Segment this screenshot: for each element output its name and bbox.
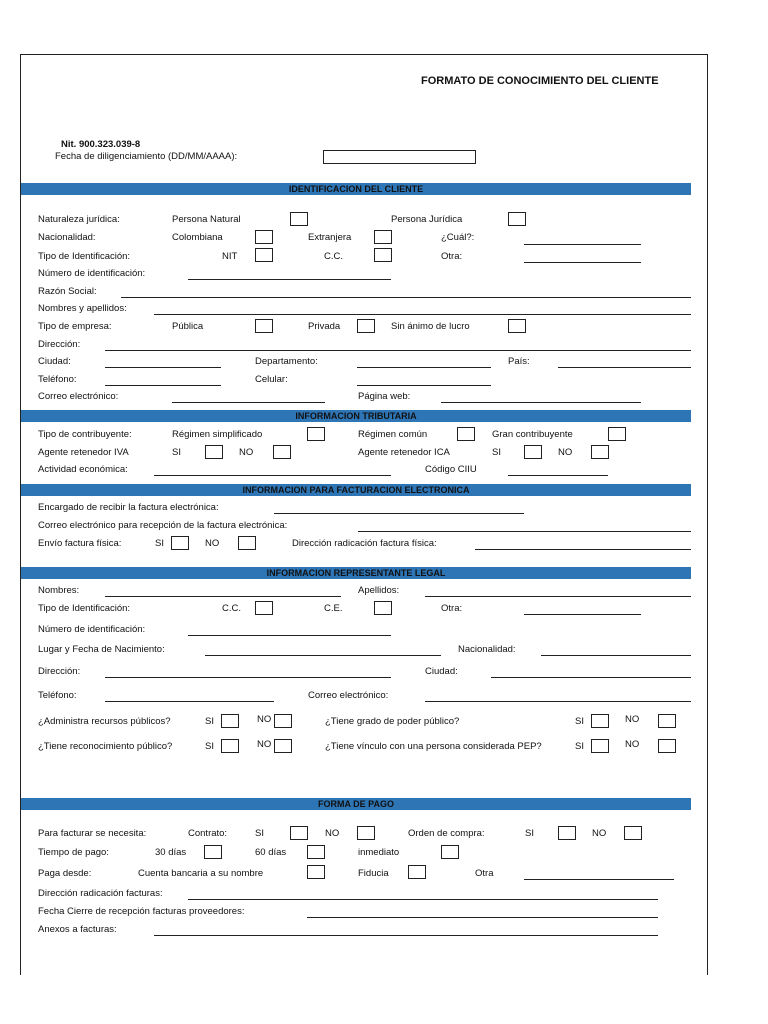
- poder-no-checkbox[interactable]: [658, 714, 676, 728]
- recursos-si-label: SI: [205, 716, 214, 727]
- fecha-input[interactable]: [323, 150, 476, 164]
- rep-direccion-field[interactable]: [105, 677, 391, 678]
- rep-otra-label: Otra:: [441, 603, 463, 614]
- recursos-no-checkbox[interactable]: [274, 714, 292, 728]
- rep-apellidos-field[interactable]: [425, 596, 691, 597]
- nit-option-label: NIT: [222, 251, 238, 262]
- correo-fact-field[interactable]: [358, 531, 691, 532]
- actividad-label: Actividad económica:: [38, 464, 128, 475]
- section-tributaria: INFORMACION TRIBUTARIA: [21, 410, 691, 422]
- reconocimiento-no-label: NO: [257, 739, 272, 750]
- nombres-apellidos-field[interactable]: [154, 314, 691, 315]
- fiducia-label: Fiducia: [358, 868, 389, 879]
- form-title: FORMATO DE CONOCIMIENTO DEL CLIENTE: [421, 75, 659, 87]
- vinculo-pep-label: ¿Tiene vínculo con una persona considerada PEP?: [325, 741, 542, 752]
- fecha-cierre-field[interactable]: [307, 917, 658, 918]
- pep-no-label: NO: [625, 739, 640, 750]
- encargado-label: Encargado de recibir la factura electrónica:: [38, 502, 219, 513]
- ciudad-label: Ciudad:: [38, 356, 71, 367]
- naturaleza-label: Naturaleza jurídica:: [38, 214, 120, 225]
- ica-no-label: NO: [558, 447, 573, 458]
- celular-field[interactable]: [357, 385, 491, 386]
- sin-animo-checkbox[interactable]: [508, 319, 526, 333]
- iva-no-checkbox[interactable]: [273, 445, 291, 459]
- inmediato-checkbox[interactable]: [441, 845, 459, 859]
- rep-nombres-label: Nombres:: [38, 585, 80, 596]
- anexos-label: Anexos a facturas:: [38, 924, 117, 935]
- cuenta-checkbox[interactable]: [307, 865, 325, 879]
- pep-si-label: SI: [575, 741, 584, 752]
- telefono-label: Teléfono:: [38, 374, 77, 385]
- rep-cc-label: C.C.: [222, 603, 241, 614]
- tipo-empresa-label: Tipo de empresa:: [38, 321, 112, 332]
- section-identificacion: IDENTIFICACION DEL CLIENTE: [21, 183, 691, 195]
- para-facturar-label: Para facturar se necesita:: [38, 828, 147, 839]
- direccion-field[interactable]: [105, 350, 691, 351]
- otra-pago-field[interactable]: [524, 879, 674, 880]
- poder-publico-label: ¿Tiene grado de poder público?: [325, 716, 460, 727]
- persona-natural-label: Persona Natural: [172, 214, 241, 225]
- rep-telefono-field[interactable]: [105, 701, 274, 702]
- pais-field[interactable]: [558, 367, 691, 368]
- pagina-web-label: Página web:: [358, 391, 411, 402]
- rep-nacionalidad-label: Nacionalidad:: [458, 644, 516, 655]
- contrato-no-checkbox[interactable]: [357, 826, 375, 840]
- rep-ce-checkbox[interactable]: [374, 601, 392, 615]
- rep-correo-label: Correo electrónico:: [308, 690, 389, 701]
- correo-field[interactable]: [172, 402, 325, 403]
- contrato-no-label: NO: [325, 828, 340, 839]
- ciiu-field[interactable]: [508, 475, 608, 476]
- poder-no-label: NO: [625, 714, 640, 725]
- publica-checkbox[interactable]: [255, 319, 273, 333]
- nit-label: Nit. 900.323.039-8: [61, 139, 141, 150]
- iva-si-checkbox[interactable]: [205, 445, 223, 459]
- rep-otra-field[interactable]: [524, 614, 641, 615]
- actividad-field[interactable]: [154, 475, 391, 476]
- rep-nombres-field[interactable]: [105, 596, 341, 597]
- pagina-web-field[interactable]: [441, 402, 641, 403]
- fecha-label: Fecha de diligenciamiento (DD/MM/AAAA):: [55, 151, 238, 162]
- iva-si-label: SI: [172, 447, 181, 458]
- anexos-field[interactable]: [154, 935, 658, 936]
- rep-cc-checkbox[interactable]: [255, 601, 273, 615]
- extranjera-label: Extranjera: [308, 232, 352, 243]
- pep-si-checkbox[interactable]: [591, 739, 609, 753]
- regimen-comun-checkbox[interactable]: [457, 427, 475, 441]
- correo-fact-label: Correo electrónico para recepción de la factura electrónica:: [38, 520, 288, 531]
- sin-animo-label: Sin ánimo de lucro: [391, 321, 470, 332]
- telefono-field[interactable]: [105, 385, 221, 386]
- rep-ce-label: C.E.: [324, 603, 343, 614]
- orden-si-checkbox[interactable]: [558, 826, 576, 840]
- recursos-no-label: NO: [257, 714, 272, 725]
- departamento-field[interactable]: [357, 367, 491, 368]
- rep-numero-id-field[interactable]: [188, 635, 391, 636]
- ica-no-checkbox[interactable]: [591, 445, 609, 459]
- fiducia-checkbox[interactable]: [408, 865, 426, 879]
- otra-label: Otra:: [441, 251, 463, 262]
- rep-direccion-label: Dirección:: [38, 666, 81, 677]
- cual-field[interactable]: [524, 244, 641, 245]
- persona-juridica-checkbox[interactable]: [508, 212, 526, 226]
- direccion-rad-label: Dirección radicación facturas:: [38, 888, 163, 899]
- persona-natural-checkbox[interactable]: [290, 212, 308, 226]
- regimen-simplificado-checkbox[interactable]: [307, 427, 325, 441]
- d60-checkbox[interactable]: [307, 845, 325, 859]
- rep-ciudad-field[interactable]: [491, 677, 691, 678]
- gran-contribuyente-checkbox[interactable]: [608, 427, 626, 441]
- lugar-fecha-label: Lugar y Fecha de Nacimiento:: [38, 644, 165, 655]
- reconocimiento-label: ¿Tiene reconocimiento público?: [38, 741, 173, 752]
- direccion-rad-fisica-field[interactable]: [475, 549, 691, 550]
- reconocimiento-no-checkbox[interactable]: [274, 739, 292, 753]
- fecha-cierre-label: Fecha Cierre de recepción facturas proveedores:: [38, 906, 245, 917]
- recursos-publicos-label: ¿Administra recursos públicos?: [38, 716, 171, 727]
- d30-label: 30 días: [155, 847, 187, 858]
- ciiu-label: Código CIIU: [425, 464, 477, 475]
- numero-id-field[interactable]: [188, 279, 391, 280]
- cc-checkbox[interactable]: [374, 248, 392, 262]
- envio-no-checkbox[interactable]: [238, 536, 256, 550]
- ciudad-field[interactable]: [105, 367, 221, 368]
- privada-label: Privada: [308, 321, 341, 332]
- nit-checkbox[interactable]: [255, 248, 273, 262]
- poder-si-checkbox[interactable]: [591, 714, 609, 728]
- rep-nacionalidad-field[interactable]: [541, 655, 691, 656]
- direccion-rad-field[interactable]: [188, 899, 658, 900]
- privada-checkbox[interactable]: [357, 319, 375, 333]
- nombres-apellidos-label: Nombres y apellidos:: [38, 303, 127, 314]
- paga-desde-label: Paga desde:: [38, 868, 92, 879]
- section-facturacion: INFORMACION PARA FACTURACION ELECTRONICA: [21, 484, 691, 496]
- section-representante: INFORMACION REPRESENTANTE LEGAL: [21, 567, 691, 579]
- tiempo-pago-label: Tiempo de pago:: [38, 847, 109, 858]
- orden-no-label: NO: [592, 828, 607, 839]
- extranjera-checkbox[interactable]: [374, 230, 392, 244]
- envio-si-label: SI: [155, 538, 164, 549]
- orden-compra-label: Orden de compra:: [408, 828, 485, 839]
- envio-si-checkbox[interactable]: [171, 536, 189, 550]
- reconocimiento-si-label: SI: [205, 741, 214, 752]
- rep-apellidos-label: Apellidos:: [358, 585, 400, 596]
- section-pago: FORMA DE PAGO: [21, 798, 691, 810]
- direccion-label: Dirección:: [38, 339, 81, 350]
- d30-checkbox[interactable]: [204, 845, 222, 859]
- tipo-id-label: Tipo de Identificación:: [38, 251, 131, 262]
- envio-no-label: NO: [205, 538, 220, 549]
- form-page: [20, 54, 708, 975]
- rep-telefono-label: Teléfono:: [38, 690, 77, 701]
- direccion-rad-fisica-label: Dirección radicación factura física:: [292, 538, 437, 549]
- contrato-si-checkbox[interactable]: [290, 826, 308, 840]
- colombiana-checkbox[interactable]: [255, 230, 273, 244]
- cuenta-label: Cuenta bancaria a su nombre: [138, 868, 264, 879]
- iva-no-label: NO: [239, 447, 254, 458]
- inmediato-label: inmediato: [358, 847, 400, 858]
- recursos-si-checkbox[interactable]: [221, 714, 239, 728]
- cc-option-label: C.C.: [324, 251, 343, 262]
- rep-tipo-id-label: Tipo de Identificación:: [38, 603, 131, 614]
- pais-label: País:: [508, 356, 530, 367]
- cual-label: ¿Cuál?:: [441, 232, 475, 243]
- reconocimiento-si-checkbox[interactable]: [221, 739, 239, 753]
- gran-contribuyente-label: Gran contribuyente: [492, 429, 573, 440]
- departamento-label: Departamento:: [255, 356, 318, 367]
- lugar-fecha-field[interactable]: [205, 655, 441, 656]
- persona-juridica-label: Persona Jurídica: [391, 214, 463, 225]
- numero-id-label: Número de identificación:: [38, 268, 146, 279]
- retenedor-ica-label: Agente retenedor ICA: [358, 447, 450, 458]
- tipo-contribuyente-label: Tipo de contribuyente:: [38, 429, 132, 440]
- retenedor-iva-label: Agente retenedor IVA: [38, 447, 129, 458]
- encargado-field[interactable]: [274, 513, 524, 514]
- rep-numero-id-label: Número de identificación:: [38, 624, 146, 635]
- pep-no-checkbox[interactable]: [658, 739, 676, 753]
- rep-correo-field[interactable]: [425, 701, 691, 702]
- ica-si-label: SI: [492, 447, 501, 458]
- razon-social-field[interactable]: [121, 297, 691, 298]
- contrato-label: Contrato:: [188, 828, 228, 839]
- d60-label: 60 días: [255, 847, 287, 858]
- colombiana-label: Colombiana: [172, 232, 223, 243]
- envio-label: Envío factura física:: [38, 538, 122, 549]
- ica-si-checkbox[interactable]: [524, 445, 542, 459]
- rep-ciudad-label: Ciudad:: [425, 666, 458, 677]
- celular-label: Celular:: [255, 374, 288, 385]
- poder-si-label: SI: [575, 716, 584, 727]
- orden-no-checkbox[interactable]: [624, 826, 642, 840]
- orden-si-label: SI: [525, 828, 534, 839]
- razon-social-label: Razón Social:: [38, 286, 97, 297]
- contrato-si-label: SI: [255, 828, 264, 839]
- correo-label: Correo electrónico:: [38, 391, 119, 402]
- regimen-simplificado-label: Régimen simplificado: [172, 429, 263, 440]
- publica-label: Pública: [172, 321, 204, 332]
- nacionalidad-label: Nacionalidad:: [38, 232, 96, 243]
- otra-field[interactable]: [524, 262, 641, 263]
- otra-pago-label: Otra: [475, 868, 494, 879]
- regimen-comun-label: Régimen común: [358, 429, 428, 440]
